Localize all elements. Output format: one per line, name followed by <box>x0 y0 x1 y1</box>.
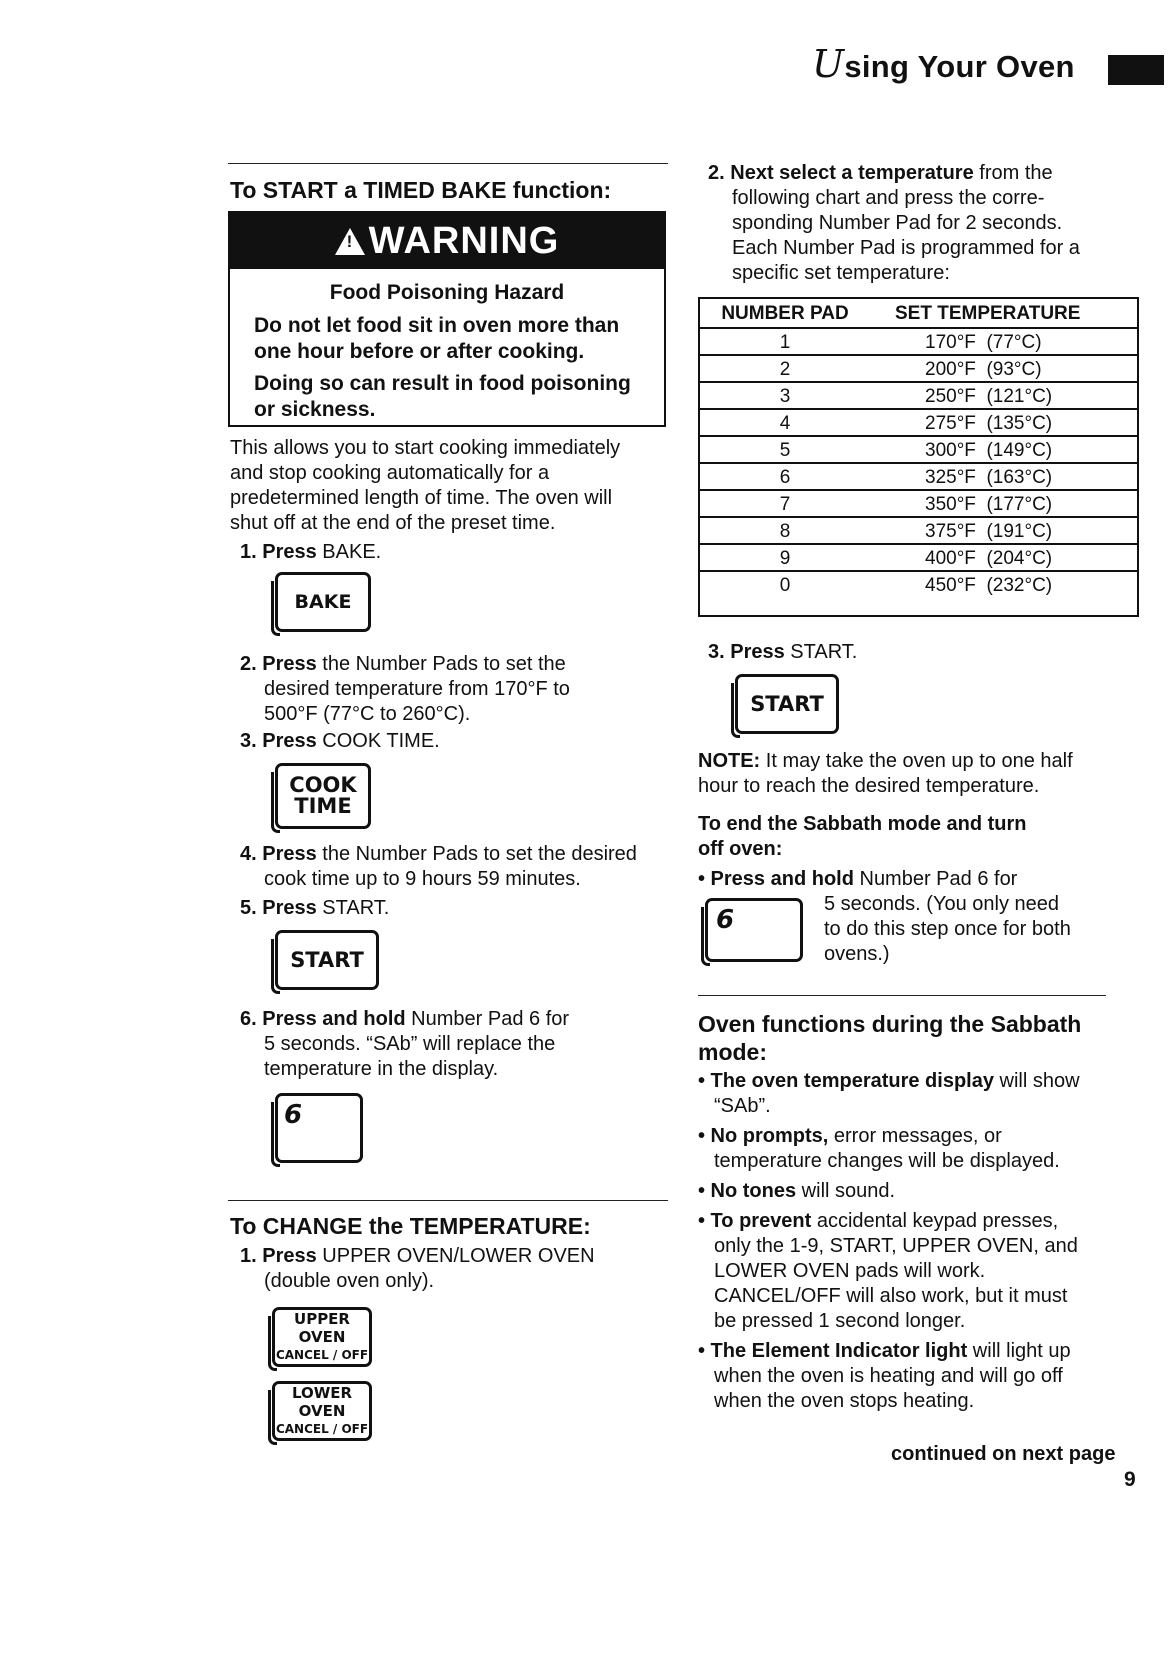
change-temp-rule <box>228 1200 668 1201</box>
note-text: NOTE: It may take the oven up to one half hour to reach the desired temperature. <box>698 750 1073 797</box>
bullet-no-tones: • No tones will sound. <box>698 1180 896 1202</box>
table-cell-set-temperature: 400°F (204°C) <box>925 548 1053 569</box>
temperature-table <box>698 297 1139 617</box>
table-cell-number-pad: 0 <box>779 575 791 596</box>
step-6-press-and-hold: 6. Press and hold Number Pad 6 for 5 seconds. “SAb” will replace the temperature in the display. <box>240 1008 570 1080</box>
warning-hazard: Food Poisoning Hazard <box>329 281 565 304</box>
table-row <box>700 329 1137 356</box>
timed-bake-intro <box>230 436 620 536</box>
table-row <box>700 437 1137 464</box>
table-cell-number-pad: 1 <box>779 332 791 353</box>
step-4-set-cook-time: 4. Press the Number Pads to set the desired cook time up to 9 hours 59 minutes. <box>240 843 637 890</box>
continued-on-next-page: continued on next page <box>891 1443 1116 1465</box>
table-cell-set-temperature: 300°F (149°C) <box>925 440 1053 461</box>
sabbath-functions-list <box>698 1069 1080 1414</box>
table-header-row <box>700 299 1137 329</box>
intro-line: shut off at the end of the preset time. <box>230 512 556 534</box>
table-cell-set-temperature: 170°F (77°C) <box>925 332 1042 353</box>
header-title-rest: sing Your Oven <box>844 49 1075 84</box>
table-cell-number-pad: 7 <box>779 494 791 515</box>
table-cell-set-temperature: 275°F (135°C) <box>925 413 1053 434</box>
end-sabbath-bullet: • Press and hold Number Pad 6 for <box>698 868 1018 890</box>
warning-line-4: or sickness. <box>254 398 376 421</box>
functions-rule <box>698 995 1106 996</box>
top-rule-left <box>228 163 668 164</box>
table-row <box>700 383 1137 410</box>
end-sabbath-heading: To end the Sabbath mode and turn off oven: <box>698 813 1027 860</box>
table-row <box>700 545 1137 572</box>
table-cell-number-pad: 4 <box>779 413 791 434</box>
table-header-set-temperature: SET TEMPERATURE <box>895 303 1081 324</box>
header-title-initial: U <box>812 42 845 86</box>
table-row <box>700 572 1137 599</box>
right-step-3-press-start: 3. Press START. <box>708 641 858 663</box>
intro-line: predetermined length of time. The oven will <box>230 487 613 509</box>
page-number: 9 <box>1124 1468 1136 1491</box>
bullet-element-light: • The Element Indicator light will light up when the oven is heating and will go off when the oven stops heating. <box>698 1340 1071 1412</box>
table-cell-set-temperature: 200°F (93°C) <box>925 359 1042 380</box>
change-step-1: 1. Press UPPER OVEN/LOWER OVEN (double oven only). <box>240 1245 595 1292</box>
end-sabbath-side-text: 5 seconds. (You only need to do this step once for both ovens.) <box>824 893 1071 965</box>
end-number-pad-6-button[interactable]: 6 <box>705 898 803 962</box>
table-cell-set-temperature: 375°F (191°C) <box>925 521 1053 542</box>
table-cell-set-temperature: 350°F (177°C) <box>925 494 1053 515</box>
bake-pad-button[interactable]: BAKE <box>275 572 371 632</box>
table-cell-number-pad: 5 <box>779 440 791 461</box>
table-cell-set-temperature: 325°F (163°C) <box>925 467 1053 488</box>
table-cell-number-pad: 2 <box>779 359 791 380</box>
warning-line-3: Doing so can result in food poisoning <box>254 372 631 395</box>
start-pad-button[interactable]: START <box>275 930 379 990</box>
table-cell-number-pad: 6 <box>779 467 791 488</box>
warning-triangle-icon <box>335 228 365 255</box>
step-3-press-cook-time: 3. Press COOK TIME. <box>240 730 440 752</box>
table-cell-number-pad: 3 <box>779 386 791 407</box>
bullet-no-prompts: • No prompts, error messages, or temperature changes will be displayed. <box>698 1125 1060 1172</box>
table-header-number-pad: NUMBER PAD <box>721 303 849 324</box>
table-body <box>700 329 1137 599</box>
step-1-press-bake: 1. Press BAKE. <box>240 541 382 563</box>
warning-banner-text: WARNING <box>368 220 560 262</box>
upper-oven-pad-button[interactable]: UPPER OVEN CANCEL / OFF <box>272 1307 372 1367</box>
table-cell-number-pad: 9 <box>779 548 791 569</box>
bullet-display: • The oven temperature display will show “SAb”. <box>698 1070 1080 1117</box>
warning-line-2: one hour before or after cooking. <box>254 340 585 363</box>
lower-oven-pad-button[interactable]: LOWER OVEN CANCEL / OFF <box>272 1381 372 1441</box>
sabbath-functions-heading: Oven functions during the Sabbath mode: <box>698 1011 1082 1065</box>
bullet-prevent: • To prevent accidental keypad presses, only the 1-9, START, UPPER OVEN, and LOWER OVEN pads will work. CANCEL/OFF will also work, but it must be pressed 1 second longer. <box>698 1210 1078 1332</box>
warning-box <box>228 211 666 427</box>
change-temperature-heading: To CHANGE the TEMPERATURE: <box>230 1213 591 1239</box>
table-cell-number-pad: 8 <box>779 521 791 542</box>
table-cell-set-temperature: 250°F (121°C) <box>925 386 1053 407</box>
intro-line: and stop cooking automatically for a <box>230 462 550 484</box>
table-row <box>700 491 1137 518</box>
step-5-press-start: 5. Press START. <box>240 897 390 919</box>
table-row <box>700 410 1137 437</box>
table-cell-set-temperature: 450°F (232°C) <box>925 575 1053 596</box>
table-row <box>700 356 1137 383</box>
right-start-pad-button[interactable]: START <box>735 674 839 734</box>
table-row <box>700 464 1137 491</box>
warning-banner <box>230 213 664 269</box>
right-step-2-select-temperature: 2. Next select a temperature from the following chart and press the corre- sponding Number Pad for 2 seconds. Each Number Pad is programmed for a specific set temperature: <box>708 162 1080 284</box>
page-header-title <box>812 42 1075 86</box>
number-pad-6-button[interactable]: 6 <box>275 1093 363 1163</box>
table-row <box>700 518 1137 545</box>
cook-time-pad-button[interactable]: COOK TIME <box>275 763 371 829</box>
timed-bake-heading: To START a TIMED BAKE function: <box>230 177 612 203</box>
intro-line: This allows you to start cooking immediately <box>230 437 621 459</box>
header-tab-graphic <box>1108 55 1164 85</box>
warning-line-1: Do not let food sit in oven more than <box>254 314 620 337</box>
step-2-set-temperature: 2. Press the Number Pads to set the desired temperature from 170°F to 500°F (77°C to 260°C). <box>240 653 570 725</box>
